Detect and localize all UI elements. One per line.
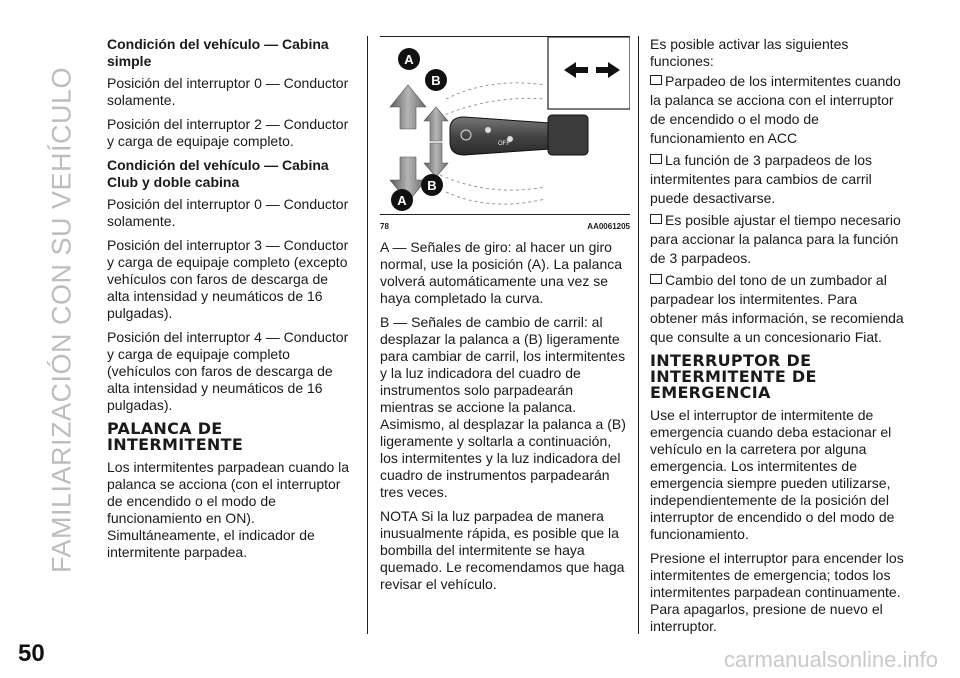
list-item-text: Cambio del tono de un zumbador al parpadear los intermitentes. Para obtener más información, se recomienda que consulte a un concesionario Fiat. bbox=[650, 272, 904, 345]
lever-off-text: OFF bbox=[498, 141, 510, 147]
list-item-text: Parpadeo de los intermitentes cuando la palanca se acciona con el interruptor de encendido o el modo de funcionamiento en ACC bbox=[650, 73, 901, 146]
inset-box bbox=[548, 37, 630, 109]
list-item bbox=[650, 151, 905, 208]
list-item bbox=[650, 72, 905, 148]
label-a-top bbox=[398, 48, 420, 70]
arrow-down-b-icon bbox=[424, 143, 448, 177]
arrow-up-a-icon bbox=[390, 85, 426, 129]
list-item-text: La función de 3 parpadeos de los intermitentes para cambios de carril puede desactivarse. bbox=[650, 152, 873, 206]
paragraph: Posición del interruptor 3 — Conductor y carga de equipaje completo (excepto vehículos con faros de descarga de alta intensidad y neumáticos de 16 pulgadas). bbox=[107, 237, 349, 321]
column-divider bbox=[367, 36, 368, 634]
page-number: 50 bbox=[18, 640, 45, 667]
heading-cabina-simple: Condición del vehículo — Cabina simple bbox=[107, 36, 329, 69]
turn-signal-lever-figure bbox=[380, 36, 630, 229]
svg-text:A: A bbox=[397, 193, 407, 208]
figure-number: 78 bbox=[380, 222, 389, 231]
paragraph: A — Señales de giro: al hacer un giro normal, use la posición (A). La palanca volverá automáticamente una vez se haya completado la curva. bbox=[380, 239, 623, 306]
paragraph: Posición del interruptor 4 — Conductor y carga de equipaje completo (vehículos con faros de descarga de alta intensidad y neumáticos de 16 pulgadas). bbox=[107, 329, 349, 413]
chapter-side-title-text: FAMILIARIZACIÓN CON SU VEHÍCULO bbox=[46, 66, 77, 574]
svg-text:A: A bbox=[404, 52, 414, 67]
figure-code: AA0061205 bbox=[587, 222, 630, 231]
paragraph: Presione el interruptor para encender los intermitentes de emergencia; todos los intermitentes parpadean continuamente. Para apagarlos, presione de nuevo el interruptor. bbox=[650, 550, 904, 634]
note-paragraph: NOTA Si la luz parpadea de manera inusualmente rápida, es posible que la bombilla del intermitente se haya quemado. Le recomendamos que haga revisar el vehículo. bbox=[380, 508, 625, 592]
label-b-bottom bbox=[421, 174, 443, 196]
arrow-up-b-icon bbox=[424, 107, 448, 141]
label-a-bottom bbox=[391, 189, 413, 211]
paragraph: Posición del interruptor 0 — Conductor solamente. bbox=[107, 196, 349, 229]
column-left bbox=[107, 36, 352, 568]
column-right bbox=[650, 36, 905, 642]
lever-icon bbox=[450, 115, 588, 155]
figure-caption bbox=[380, 214, 630, 229]
paragraph: Los intermitentes parpadean cuando la palanca se acciona (con el interruptor de encendido o el modo de funcionamiento en ON). Simultáneamente, el indicador de intermitente parpadea. bbox=[107, 459, 350, 560]
list-item bbox=[650, 211, 905, 268]
section-title-emergencia: INTERRUPTOR DE INTERMITENTE DE EMERGENCIA bbox=[650, 351, 817, 402]
checkbox-bullet-icon bbox=[650, 154, 662, 164]
heading-cabina-club: Condición del vehículo — Cabina Club y doble cabina bbox=[107, 157, 329, 190]
column-middle bbox=[380, 36, 630, 600]
paragraph: Es posible activar las siguientes funciones: bbox=[650, 36, 849, 69]
paragraph: Posición del interruptor 0 — Conductor solamente. bbox=[107, 75, 349, 108]
svg-text:B: B bbox=[431, 73, 441, 88]
checkbox-bullet-icon bbox=[650, 75, 662, 85]
checkbox-bullet-icon bbox=[650, 214, 662, 224]
checkbox-bullet-icon bbox=[650, 274, 662, 284]
chapter-side-title bbox=[38, 35, 86, 605]
paragraph: Use el interruptor de intermitente de emergencia cuando deba estacionar el vehículo en la carretera por alguna emergencia. Los intermitentes de emergencia siempre pueden utilizarse, independientemente de la posición del interruptor de encendido o del modo de funcionamiento. bbox=[650, 407, 895, 542]
watermark: carmanualsonline.info bbox=[723, 647, 938, 672]
label-b-top bbox=[425, 69, 447, 91]
paragraph: B — Señales de cambio de carril: al desplazar la palanca a (B) ligeramente para cambiar de carril, los intermitentes y la luz indicadora del cuadro de instrumentos solo parpadearán mientras se accione la palanca. Asimismo, al desplazar la palanca a (B) ligeramente y soltarla a continuación, los intermitentes y la luz indicadora del cuadro de instrumentos parpadearán tres veces. bbox=[380, 314, 626, 500]
svg-text:B: B bbox=[427, 178, 437, 193]
section-title-palanca: PALANCA DE INTERMITENTE bbox=[107, 419, 244, 454]
lever-illustration bbox=[380, 37, 630, 215]
paragraph: Posición del interruptor 2 — Conductor y carga de equipaje completo. bbox=[107, 116, 349, 149]
list-item bbox=[650, 271, 905, 347]
list-item-text: Es posible ajustar el tiempo necesario para accionar la palanca para la función de 3 parpadeos. bbox=[650, 212, 901, 266]
column-divider bbox=[638, 36, 639, 634]
